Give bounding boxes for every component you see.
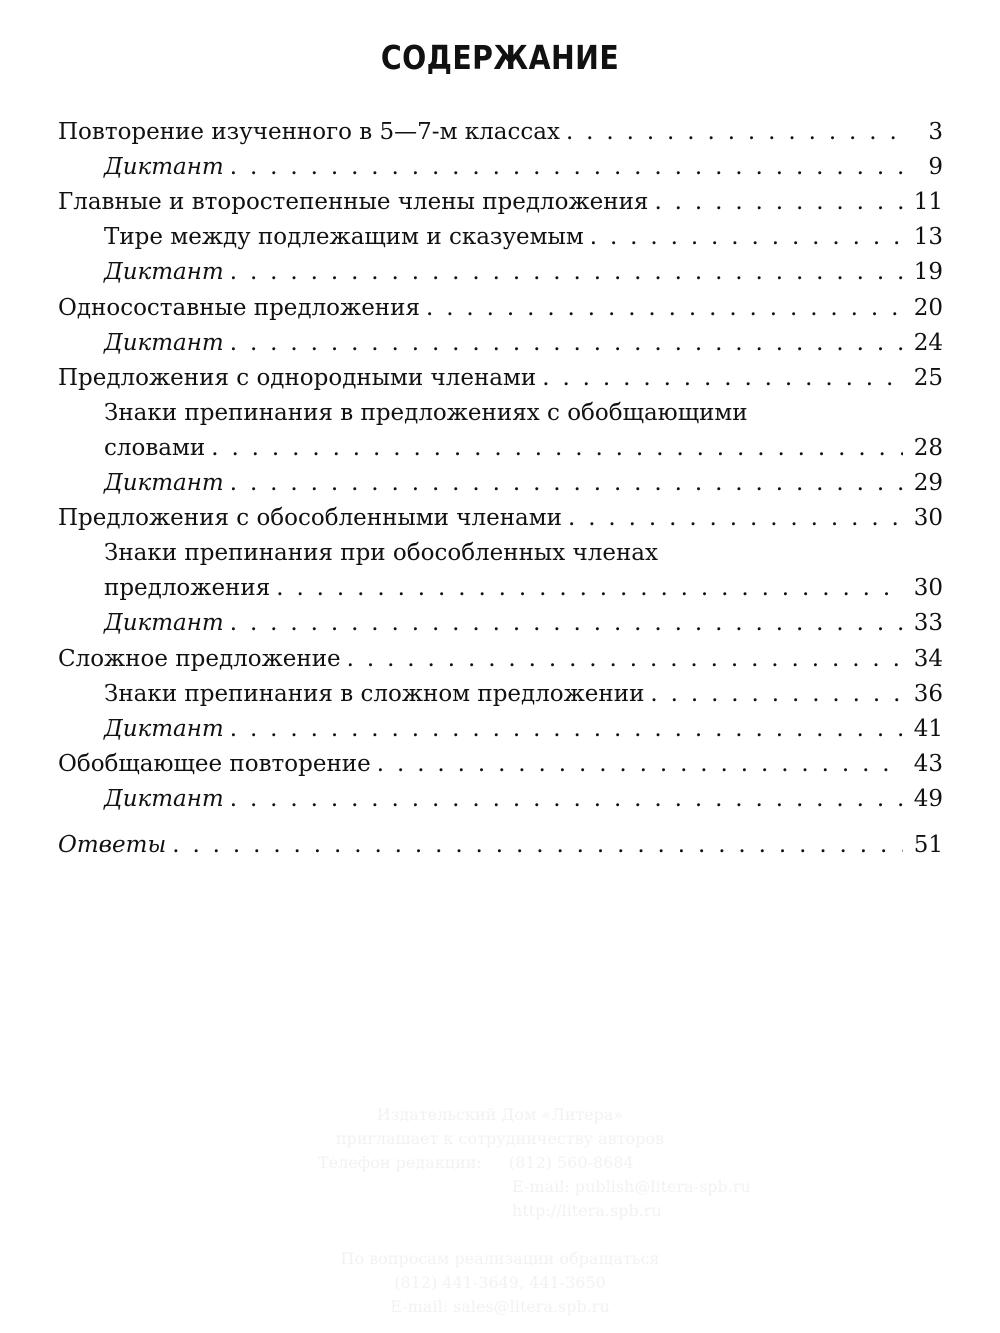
imprint-sales-email: E-mail: sales@litera.spb.ru: [390, 1297, 610, 1316]
dot-leader: [650, 680, 903, 709]
imprint-sales-phone: (812) 441-3649, 441-3650: [394, 1273, 606, 1292]
dot-leader: [654, 188, 903, 217]
toc-entry-title: Диктант: [104, 154, 224, 181]
table-of-contents: [58, 112, 943, 860]
toc-page-number: 29: [913, 470, 943, 497]
toc-entry-title: Знаки препинания в сложном предложении: [104, 680, 645, 707]
toc-entry: [58, 674, 943, 709]
toc-entry-title: Диктант: [104, 329, 224, 356]
page-title: СОДЕРЖАНИЕ: [380, 38, 620, 77]
toc-entry-title: Повторение изученного в 5—7-м классах: [58, 119, 560, 146]
toc-entry: [58, 603, 943, 638]
toc-page-number: 19: [913, 259, 943, 286]
publisher-imprint: [0, 1103, 1000, 1319]
imprint-web: http://litera.spb.ru: [512, 1201, 662, 1220]
toc-page-number: 33: [913, 610, 943, 637]
imprint-publisher: Издательский Дом «Литера»: [376, 1105, 624, 1124]
toc-page-number: 30: [913, 575, 943, 602]
toc-entry: [58, 709, 943, 744]
toc-entry-title: Диктант: [104, 470, 224, 497]
toc-entry-title: Главные и второстепенные члены предложения: [58, 189, 649, 216]
dot-leader: [347, 645, 903, 674]
toc-entry: [58, 463, 943, 498]
imprint-email: E-mail: publish@litera-spb.ru: [512, 1177, 751, 1196]
toc-entry-title: Предложения с обособленными членами: [58, 505, 562, 532]
toc-entry: [58, 147, 943, 182]
toc-entry: [58, 533, 943, 603]
dot-leader: [230, 153, 903, 182]
dot-leader: [276, 574, 903, 603]
toc-entry-title: Диктант: [104, 715, 224, 742]
dot-leader: [230, 715, 903, 744]
toc-entry-title-line1: Знаки препинания при обособленных членах: [104, 540, 658, 567]
toc-entry-title: Ответы: [58, 831, 167, 858]
toc-page-number: 11: [913, 189, 943, 216]
toc-entry-title: Диктант: [104, 259, 224, 286]
toc-page-number: 51: [913, 831, 943, 858]
toc-entry-title: Сложное предложение: [58, 645, 341, 672]
imprint-phone-line: [318, 1151, 1000, 1175]
dot-leader: [568, 504, 903, 533]
dot-leader: [172, 831, 903, 860]
toc-entry-title: Обобщающее повторение: [58, 750, 371, 777]
toc-page-number: 28: [913, 434, 943, 461]
dot-leader: [377, 750, 903, 779]
toc-page-number: 24: [913, 329, 943, 356]
dot-leader: [230, 329, 903, 358]
toc-page-number: 34: [913, 645, 943, 672]
dot-leader: [230, 469, 903, 498]
toc-entry-title: Диктант: [104, 610, 224, 637]
toc-entry-title: словами: [104, 434, 206, 461]
dot-leader: [426, 294, 903, 323]
toc-entry-title: предложения: [104, 575, 271, 602]
toc-entry: [58, 252, 943, 287]
toc-page-number: 30: [913, 505, 943, 532]
dot-leader: [230, 785, 903, 814]
dot-leader: [566, 118, 903, 147]
dot-leader: [230, 609, 903, 638]
toc-page-number: 13: [913, 224, 943, 251]
toc-entry-title: Тире между подлежащим и сказуемым: [104, 224, 584, 251]
toc-entry: [58, 323, 943, 358]
toc-page-number: 43: [913, 750, 943, 777]
dot-leader: [211, 434, 903, 463]
dot-leader: [542, 364, 903, 393]
toc-entry: [58, 217, 943, 252]
toc-entry: [58, 638, 943, 673]
toc-page-number: 20: [913, 294, 943, 321]
toc-entry: [58, 779, 943, 814]
toc-entry: [58, 744, 943, 779]
imprint-phone-label: Телефон редакции:: [318, 1153, 482, 1172]
toc-entry: [58, 498, 943, 533]
toc-page-number: 25: [913, 364, 943, 391]
toc-entry-title: Односоставные предложения: [58, 294, 420, 321]
toc-entry: [58, 112, 943, 147]
dot-leader: [230, 258, 903, 287]
toc-page-number: 36: [913, 680, 943, 707]
toc-page-number: 41: [913, 715, 943, 742]
toc-page-number: 49: [913, 785, 943, 812]
toc-entry: [58, 358, 943, 393]
toc-entry: [58, 287, 943, 322]
toc-entry-answers: [58, 825, 943, 860]
toc-entry-title: Предложения с однородными членами: [58, 364, 537, 391]
toc-entry: [58, 182, 943, 217]
toc-entry-title: Диктант: [104, 785, 224, 812]
toc-entry-title-line1: Знаки препинания в предложениях с обобщающими: [104, 399, 748, 426]
toc-entry: [58, 393, 943, 463]
toc-page-number: 9: [928, 154, 943, 181]
imprint-sales-line: По вопросам реализации обращаться: [340, 1249, 660, 1268]
imprint-phone: (812) 560-8684: [508, 1153, 634, 1172]
toc-page-number: 3: [928, 119, 943, 146]
imprint-invitation: приглашает к сотрудничеству авторов: [335, 1129, 665, 1148]
dot-leader: [590, 223, 903, 252]
